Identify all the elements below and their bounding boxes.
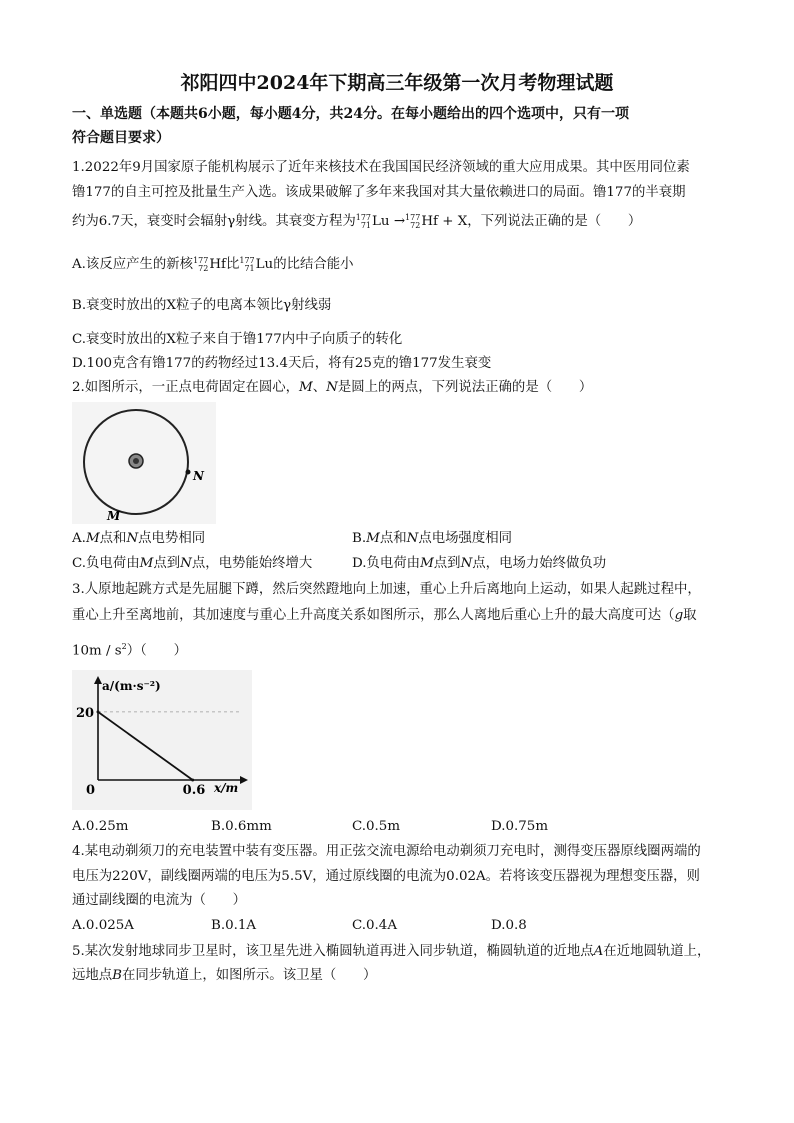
q1-stem-line2: 镥177的自主可控及批量生产入选。该成果破解了多年来我国对其大量依赖进口的局面。镥177的半衰期 xyxy=(72,185,686,200)
q4-option-d: D.0.8 xyxy=(491,918,527,933)
q3-option-b: B.0.6mm xyxy=(211,819,272,834)
point-n xyxy=(186,470,191,475)
q3-option-d: D.0.75m xyxy=(491,819,549,834)
q5-stem-line2: 远地点B在同步轨道上，如图所示。该卫星（ ） xyxy=(72,968,377,983)
section-heading-cont: 符合题目要求） xyxy=(72,130,170,146)
x-tick-label: 0.6 xyxy=(182,783,206,798)
q2-option-c: C.负电荷由M点到N点，电势能始终增大 xyxy=(72,556,313,571)
data-point xyxy=(191,779,194,782)
q1-option-c: C.衰变时放出的X粒子来自于镥177内中子向质子的转化 xyxy=(72,332,403,347)
label-n: N xyxy=(193,469,204,483)
q2-option-b: B.M点和N点电场强度相同 xyxy=(352,531,513,546)
q4-option-b: B.0.1A xyxy=(211,918,257,933)
q3-stem-line2: 重心上升至离地前，其加速度与重心上升高度关系如图所示，那么人离地后重心上升的最大高度可达（g取 xyxy=(72,608,697,623)
x-particle: + X xyxy=(442,214,468,229)
data-point xyxy=(97,710,100,713)
page-title: 祁阳四中2024年下期高三年级第一次月考物理试题 xyxy=(180,72,614,94)
q1-option-b: B.衰变时放出的X粒子的电离本领比γ射线弱 xyxy=(72,298,332,313)
y-tick-label: 20 xyxy=(76,705,95,721)
y-axis-label: a/(m·s⁻²) xyxy=(102,679,161,693)
q1-stem-line3 xyxy=(72,212,641,232)
hf-symbol: Hf xyxy=(421,214,438,229)
q4-option-c: C.0.4A xyxy=(352,918,397,933)
q4-stem-line3: 通过副线圈的电流为（ ） xyxy=(72,893,247,908)
figure-background xyxy=(72,402,216,524)
q3-stem-line3: $10m / s^2$）（ ） xyxy=(72,642,187,659)
q1-stem-line1: 1.2022年9月国家原子能机构展示了近年来核技术在我国国民经济领域的重大应用成果。其中医用同位素 xyxy=(72,160,690,175)
q2-circle-figure xyxy=(72,402,216,524)
reaction-arrow: → xyxy=(393,214,406,229)
x-axis-label: x/m xyxy=(214,781,239,795)
label-m: M xyxy=(107,509,121,523)
section-heading: 一、单选题（本题共6小题，每小题4分，共24分。在每小题给出的四个选项中，只有一项 xyxy=(72,106,629,122)
q4-option-a: A.0.025A xyxy=(72,918,134,933)
q1-text-end: ，下列说法正确的是（ ） xyxy=(467,214,642,229)
q3-option-a: A.0.25m xyxy=(72,819,129,834)
lu-symbol: Lu xyxy=(372,214,390,229)
q3-stem-line1: 3.人原地起跳方式是先屈腿下蹲，然后突然蹬地向上加速，重心上升后离地向上运动，如果人起跳过程中， xyxy=(72,582,701,597)
q2-stem: 2.如图所示，一正点电荷固定在圆心，M、N是圆上的两点，下列说法正确的是（ ） xyxy=(72,380,593,395)
q1-option-a: A.该反应产生的新核 177 72 Hf比 177 71 Lu的比结合能小 xyxy=(72,256,354,273)
q4-stem-line1: 4.某电动剃须刀的充电装置中装有变压器。用正弦交流电源给电动剃须刀充电时，测得变压器原线圈两端的 xyxy=(72,844,701,859)
charge-center xyxy=(133,458,139,464)
origin-label: 0 xyxy=(86,783,96,798)
q2-option-a: A.M点和N点电势相同 xyxy=(72,531,206,546)
q1-text: 约为6.7天，衰变时会辐射γ射线。其衰变方程为 xyxy=(72,214,356,229)
q4-stem-line2: 电压为220V，副线圈两端的电压为5.5V，通过原线圈的电流为0.02A。若将该变压器视为理想变压器，则 xyxy=(72,869,700,884)
q3-acceleration-chart xyxy=(72,670,252,810)
q3-option-c: C.0.5m xyxy=(352,819,401,834)
lu-nuclide-numbers: 177 71 xyxy=(355,213,372,230)
hf-nuclide-numbers: 177 72 xyxy=(405,213,421,230)
q1-option-d: D.100克含有镥177的药物经过13.4天后，将有25克的镥177发生衰变 xyxy=(72,356,492,371)
q5-stem-line1: 5.某次发射地球同步卫星时，该卫星先进入椭圆轨道再进入同步轨道，椭圆轨道的近地点A在近地圆轨道上， xyxy=(72,944,711,959)
q2-option-d: D.负电荷由M点到N点，电场力始终做负功 xyxy=(352,556,607,571)
